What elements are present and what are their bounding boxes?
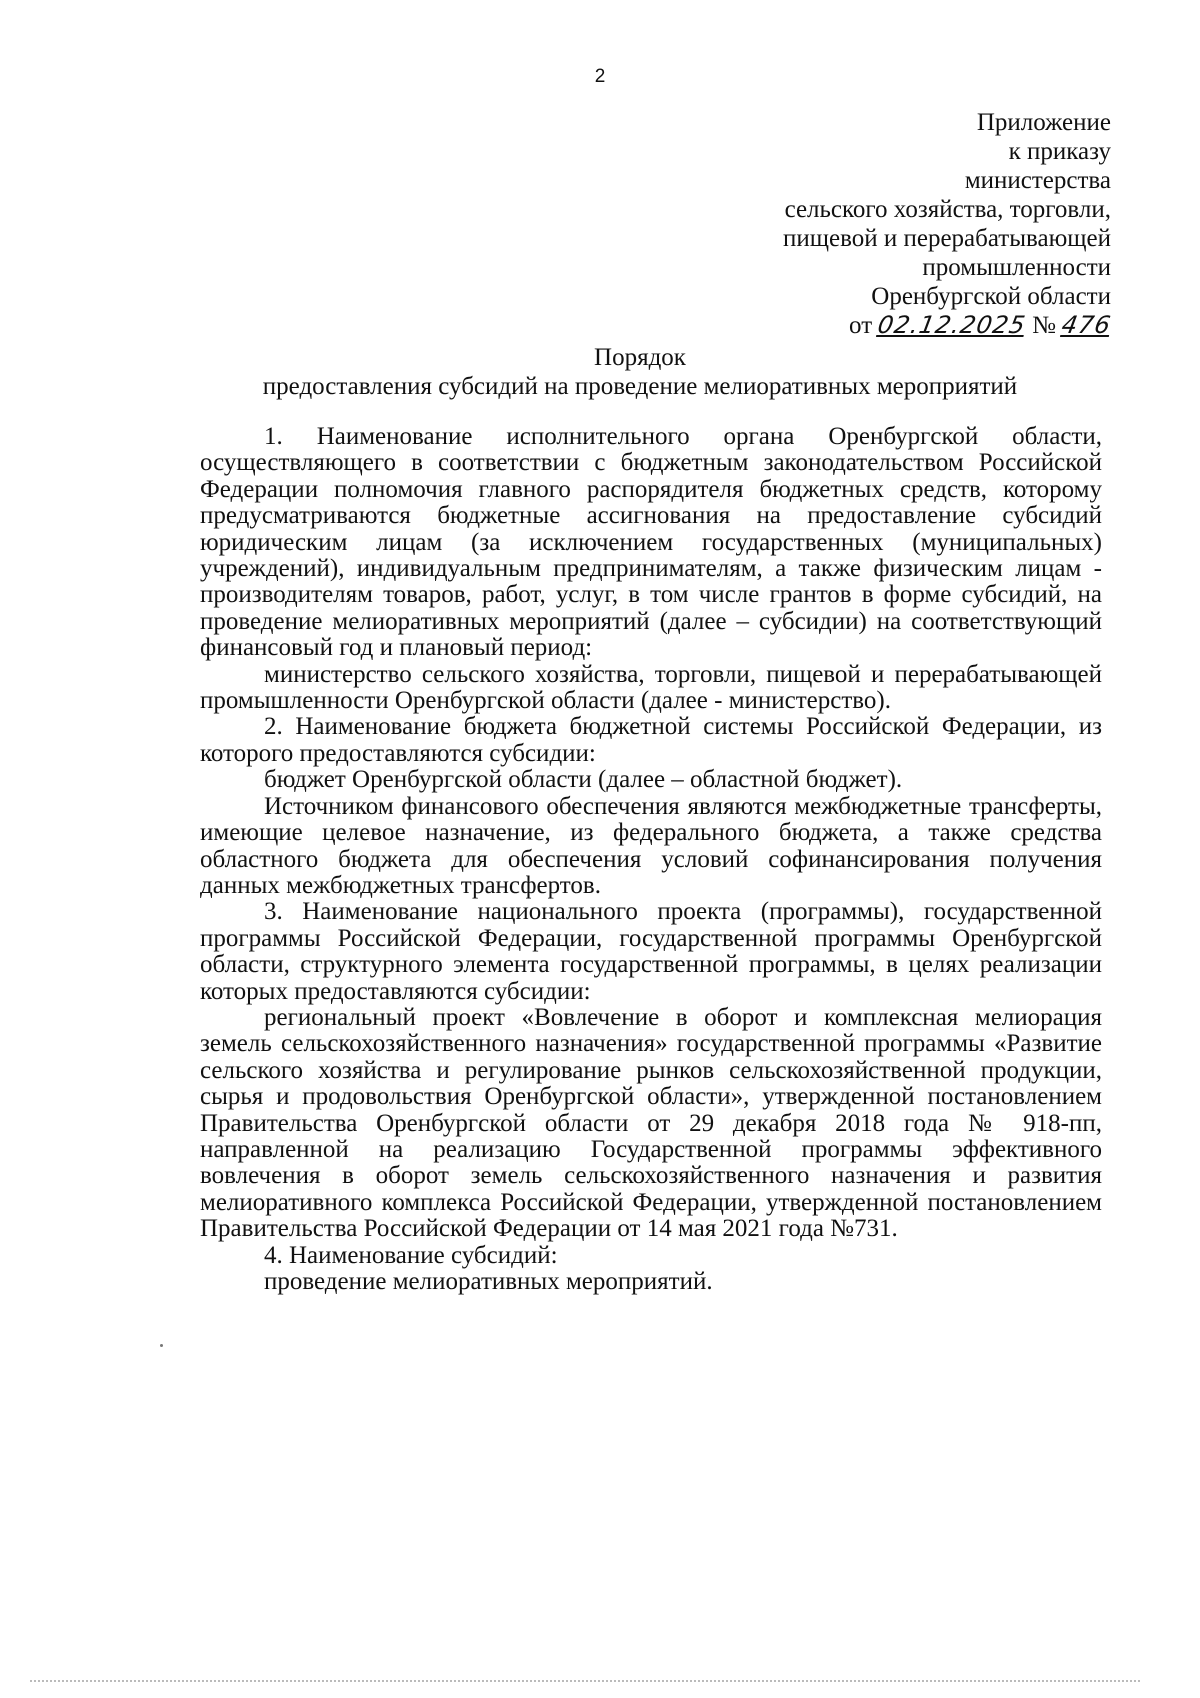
appendix-line: Приложение <box>976 109 1111 136</box>
title-heading: Порядок <box>594 344 686 371</box>
number-prefix: № <box>1032 312 1056 339</box>
paragraph: проведение мелиоративных мероприятий. <box>264 1268 713 1295</box>
appendix-line: Оренбургской области <box>871 283 1111 310</box>
appendix-line: сельского хозяйства, торговли, <box>784 196 1111 223</box>
paragraph: Источником финансового обеспечения являются межбюджетные трансферты, имеющие целевое назначение, из федерального бюджета, а также средства областного бюджета для обеспечения условий софинансирования получения данных межбюджетных трансфертов. <box>200 792 1102 899</box>
paragraph: бюджет Оренбургской области (далее – областной бюджет). <box>264 766 903 794</box>
scan-footer-artifact <box>30 1680 1140 1682</box>
paragraph: 1. Наименование исполнительного органа Оренбургской области, осуществляющего в соответствии с бюджетным законодательством Российской Федерации полномочия главного распорядителя бюджетных средств, которому предусматриваются бюджетные ассигнования на предоставление субсидий юридическим лицам (за исключением государственных (муниципальных) учреждений), индивидуальным предпринимателям, а также физическим лицам - производителям товаров, работ, услуг, в том числе грантов в форме субсидий, на проведение мелиоративных мероприятий (далее – субсидии) на соответствующий финансовый год и плановый период: <box>200 423 1102 662</box>
order-date-number <box>591 311 1114 340</box>
order-number: 476 <box>1059 311 1114 339</box>
appendix-line: промышленности <box>922 254 1111 281</box>
paragraph: 4. Наименование субсидий: <box>264 1241 558 1269</box>
paragraph: 2. Наименование бюджета бюджетной системы Российской Федерации, из которого предоставляются субсидии: <box>200 713 1102 767</box>
title-subheading: предоставления субсидий на проведение мелиоративных мероприятий <box>262 373 1018 400</box>
paragraph: министерство сельского хозяйства, торговли, пищевой и перерабатывающей промышленности Оренбургской области (далее - министерство). <box>200 660 1102 715</box>
appendix-line: пищевой и перерабатывающей <box>782 225 1111 252</box>
document-title <box>180 343 1100 401</box>
appendix-line: к приказу <box>1008 138 1111 165</box>
date-prefix: от <box>849 312 873 339</box>
page-number: 2 <box>594 66 606 87</box>
appendix-line: министерства <box>964 167 1111 194</box>
paragraph: 3. Наименование национального проекта (программы), государственной программы Российской Федерации, государственной программы Оренбургской области, структурного элемента государственной программы, в целях реализации которых предоставляются субсидии: <box>200 898 1102 1005</box>
appendix-block <box>591 108 1114 340</box>
document-body <box>200 424 1102 1295</box>
scan-speck <box>160 1344 163 1347</box>
order-date: 02.12.2025 <box>876 311 1029 339</box>
paragraph: региональный проект «Вовлечение в оборот и комплексная мелиорация земель сельскохозяйственного назначения» государственной программы «Развитие сельского хозяйства и регулирование рынков сельскохозяйственной продукции, сырья и продовольствия Оренбургской области», утвержденной постановлением Правительства Оренбургской области от 29 декабря 2018 года № 918-пп, направленной на реализацию Государственной программы эффективного вовлечения в оборот земель сельскохозяйственного назначения и развития мелиоративного комплекса Российской Федерации, утвержденной постановлением Правительства Российской Федерации от 14 мая 2021 года №731. <box>200 1003 1102 1243</box>
